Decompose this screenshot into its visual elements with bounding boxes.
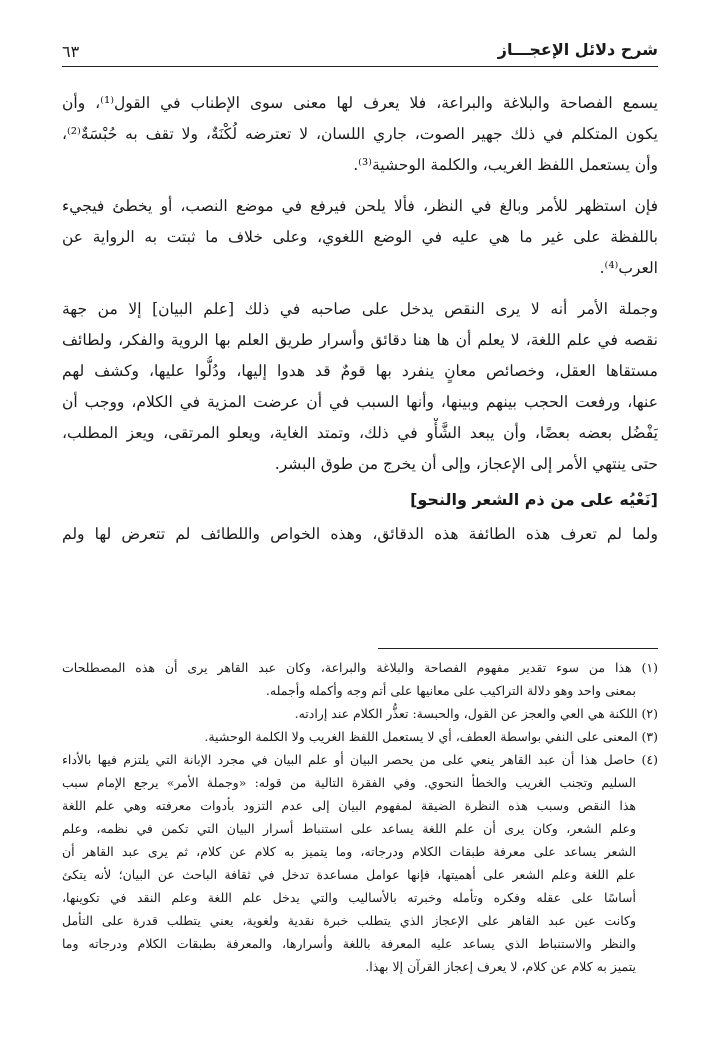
footnote-line: (١) هذا من سوء تقدير مفهوم الفصاحة والبلاغة والبراعة، وكان عبد القاهر يرى أن هذه المصطلحات [62, 660, 658, 675]
footnote-line: علم اللغة وعلم الشعر على أهميتها، فإنها عوامل مساعدة تدخل في ثقافة الباحث عن البيان؛ لأنه يتكئ [62, 867, 636, 882]
text-line: حتى ينتهي الأمر إلى الإعجاز، وإلى أن يخرج من طوق البشر. [274, 455, 658, 473]
footnote-line: الشعر يساعد على معرفة طبقات الكلام ودرجاته، وما يتميز به كلام عن كلام، ثم يرى عبد القاهر أن [62, 844, 636, 859]
footnote-line: وعلم الشعر، وكان يرى أن علم اللغة يساعد على استنباط أسرار البيان التي تكمن في نظمه، وعلم [62, 821, 636, 836]
footnote-line: بمعنى واحد وهو دلالة التراكيب على معانيها على أتم وجه وأكمله وأجمله. [265, 683, 636, 698]
paragraph-2 [62, 191, 658, 284]
text-line: نقصه في علم اللغة، لا يعلم أن ها هنا دقائق وأسرار طريق العلم بها الروية والفكر، ولطائف [62, 331, 658, 349]
running-header [62, 40, 658, 70]
paragraph-4 [62, 519, 658, 550]
footnote-line: والنظر والاستنباط الذي يساعد عليه المعرفة باللغة وأسرارها، والمعرفة بطبقات الكلام ودرجاته وما [62, 936, 636, 951]
paragraph-1 [62, 88, 658, 181]
footnote-line: وكانت عين عبد القاهر على الإعجاز الذي يتطلب خبرة نقدية ولغوية، يعني يتطلب قدرة على التأمل [62, 913, 636, 928]
text-line: وأن يستعمل اللفظ الغريب، والكلمة الوحشية⁽³⁾. [353, 156, 658, 174]
footnote-line: (٢) اللكنة هي العي والعجز عن القول، والحبسة: تعذُّر الكلام عند إرادته. [294, 706, 658, 721]
footnote-line: هذا النقص وسبب هذه النظرة الضيقة لمفهوم البيان إلى عدم التزود بأدوات معرفته وهي علم اللغة [62, 798, 636, 813]
text-line: العرب⁽⁴⁾. [599, 259, 658, 277]
page-number: ٦٣ [62, 42, 87, 61]
text-line: يسمع الفصاحة والبلاغة والبراعة، فلا يعرف لها معنى سوى الإطناب في القول⁽¹⁾، وأن [62, 94, 658, 112]
header-rule [62, 66, 658, 67]
footnote-1 [62, 656, 658, 702]
paragraph-3 [62, 294, 658, 480]
footnote-3 [62, 725, 658, 748]
text-line: باللفظة على غير ما هي عليه في الوضع اللغوي، وعلى خلاف ما ثبتت به الرواية عن [62, 228, 658, 246]
footnote-line: يتميز به كلام عن كلام، لا يعرف إعجاز القرآن إلا بهذا. [365, 959, 636, 974]
footnotes [62, 656, 658, 978]
footnote-line: أساسًا على عقله وفكره وتأمله وخبرته بالأساليب والتي يدخل علم اللغة وعلم النقد في تكوينها، [62, 890, 636, 905]
section-heading: [نَعْيُه على من ذم الشعر والنحو] [410, 490, 658, 509]
footnote-line: (٣) المعنى على النفي بواسطة العطف، أي لا يستعمل اللفظ الغريب ولا الكلمة الوحشية. [204, 729, 658, 744]
text-line: عنها، ورفعت الحجب بينهم وبينها، وأنها السبب في أن عرضت المزية في الكلام، ووجب أن [62, 393, 658, 411]
text-line: يكون المتكلم في ذلك جهير الصوت، جاري اللسان، لا تعترضه لُكْنَةٌ، ولا تقف به حُبْسَةٌ⁽²⁾، [62, 125, 658, 143]
text-line: يَفْضُل بعضه بعضًا، وأن يبعد الشَّأْو في ذلك، وتمتد الغاية، ويعلو المرتقى، ويعز المطلب، [62, 424, 658, 442]
footnote-separator [378, 648, 658, 649]
footnote-2 [62, 702, 658, 725]
footnote-line: السليم وتجنب الغريب والخطأ النحوي. وفي الفقرة التالية من قوله: «وجملة الأمر» يرجع الإمام سبب [62, 775, 636, 790]
text-line: ولما لم تعرف هذه الطائفة هذه الدقائق، وهذه الخواص واللطائف لم تتعرض لها ولم [62, 525, 658, 543]
text-line: فإن استظهر للأمر وبالغ في النظر، فألا يلحن فيرفع في موضع النصب، أو يخطئ فيجيء [62, 197, 658, 215]
text-line: وجملة الأمر أنه لا يرى النقص يدخل على صاحبه في ذلك [علم البيان] إلا من جهة [62, 300, 658, 318]
book-title: شرح دلائل الإعجـــاز [490, 40, 658, 59]
footnote-4 [62, 748, 658, 978]
text-line: مستقاها العقل، وخصائص معانٍ ينفرد بها قومٌ قد هدوا إليها، ودُلُّوا عليها، وكشف لهم [62, 362, 658, 380]
main-text [62, 88, 658, 560]
footnote-line: (٤) حاصل هذا أن عبد القاهر ينعي على من يحصر البيان أو علم البيان في مجرد الإبانة التي يلتزم فيها بالأداء [62, 752, 658, 767]
